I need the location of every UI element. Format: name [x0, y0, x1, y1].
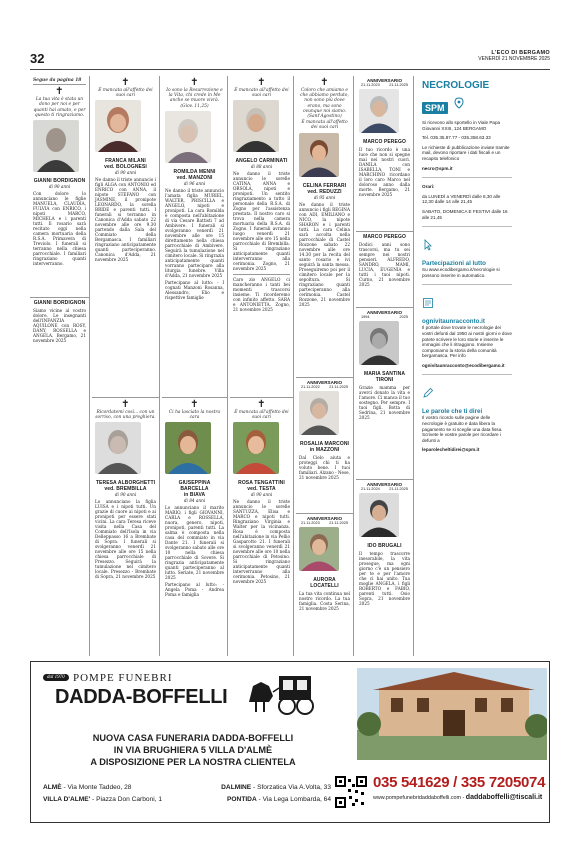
- cross-icon: ✝: [121, 399, 130, 410]
- portrait-photo: [299, 391, 339, 435]
- quote: La tua vita è stata un dono per noi e per quanti hai amato, e per questo ti ringraziamo.: [33, 97, 86, 118]
- established-badge: dal 1970: [43, 674, 69, 681]
- deceased-name: MARCO PEREGO: [363, 139, 406, 145]
- pen-icon: [422, 387, 434, 399]
- deceased-name: GIUSEPPINA BARCELLA: [178, 480, 211, 493]
- deceased-name: MARIA SANTINA: [363, 371, 406, 377]
- intro-text: È mancata all'affetto dei suoi cari: [234, 410, 289, 421]
- condolence-text: Caro zio ANGELO ci mancheranno i tanti bei momenti trascorsi insieme. Ti ricorderemo con infinito affetto. SARA e ANTONIETTA. Zogno, 21 novembre 2025: [233, 274, 290, 312]
- portal-email-link[interactable]: ognivitaunracconto@ecodibergamo.it: [422, 362, 505, 368]
- portrait-photo: [359, 321, 399, 365]
- anniversary-label: ANNIVERSARIO: [306, 516, 343, 521]
- location-alme: [43, 782, 131, 794]
- portrait-photo: [165, 111, 211, 163]
- deceased-name: GIANNI BORDIGNON: [33, 300, 86, 306]
- obituary-text: Ne danno il triste annuncio i figli REGINA con ADI, EMILIANO e NICO, la nipote SHARON e i parenti tutti. La cara Celina sarà accolta nella parrocchiale di Castel Rozzone sabato 22 novembre alle ore 14.30 per la recita del santo rosario e ivi seguirà la santa messa. Proseguiremo poi per il cimitero locale per la sepoltura. Si ringraziano quanti parteciperanno alla cerimonia. Castel Rozzone, 21 novembre 2025: [299, 201, 350, 307]
- quote: Ricordatemi così... con un sorriso, con una preghiera.: [95, 410, 156, 421]
- deceased-age: di 88 anni: [250, 164, 273, 170]
- portrait-photo: [359, 493, 399, 537]
- paper-masthead: [478, 50, 550, 62]
- headline-line-2: IN VIA BRUGHIERA 5 VILLA D'ALMÈ: [113, 745, 273, 755]
- obituary-text: Ne danno il triste annuncio le sorelle CATINA, ANNA e ORSOLA, nipoti e pronipoti. Un sentito ringraziamento a tutto il personale della R.S.A. di Zogno per l'assistenza prestata. Il nostro caro si trova nella camera mortuaria della R.S.A. di Zogno. I funerali avranno luogo venerdì 21 novembre alle ore 15 nella parrocchiale di Brembilla. Si ringraziano anticipatamente quanti interverranno alla cerimonia. Zogno, 21 novembre 2025: [233, 171, 290, 272]
- anniversary-text: La tua vita continua nel nostro ricordo. La tua famiglia. Costa Serina, 21 novembre 2025: [299, 591, 350, 611]
- words-email-link[interactable]: leparolecheltidirei@spm.it: [422, 447, 480, 453]
- deceased-age: di 90 anni: [48, 184, 71, 190]
- portal-heading-link[interactable]: ognivitaunracconto.it: [422, 318, 485, 326]
- location-icon: [453, 97, 465, 109]
- continued-note: Segue da pagina 18: [33, 78, 86, 85]
- office-phone: Tel. 035.35.87.77 - 035.358.63.33: [422, 135, 491, 141]
- cross-icon: ✝: [121, 77, 130, 88]
- obituary-menni: [162, 76, 227, 398]
- deceased-name-married: ved. MANZONI: [176, 174, 213, 181]
- anniversary-locatelli: [296, 514, 353, 656]
- paper-name: L'ECO DI BERGAMO: [491, 50, 550, 56]
- date-start: 21.11.2024: [361, 487, 380, 491]
- page-header: [30, 50, 550, 70]
- brand-name: DADDA-BOFFELLI: [55, 686, 228, 708]
- location-town: ALMÈ: [43, 784, 62, 791]
- paper-date: VENERDÌ 21 NOVEMBRE 2025: [478, 56, 550, 62]
- anniversary-brugali: [356, 480, 413, 656]
- location-town: VILLA D'ALME': [43, 796, 91, 803]
- remembrance-text: Dodici anni sono trascorsi, ma tu sei sempre nei nostri pensieri. ALFREDO, SANDRO, MAMI, LUCIA, EUGENIA e tutti i tuoi nipoti. Curno, 21 novembre 2025: [359, 242, 410, 287]
- headline-line-3: A DISPOSIZIONE PER LA NOSTRA CLIENTELA: [90, 757, 296, 767]
- column-4: [230, 76, 294, 656]
- deceased-name: IDO BRUGALI: [367, 543, 402, 549]
- anniversary-dates: [359, 315, 410, 319]
- condolence-text: Siamo vicine al vostro dolore. Le insegnanti dell'INFANZIA AQUILONE con ROSY, DANY, ROSSELLA e ANGELA. Bergamo, 21 novembre 2025: [33, 308, 86, 343]
- column-2: [92, 76, 160, 656]
- advert-headline: [43, 732, 343, 768]
- anniversary-marconi: [296, 378, 353, 514]
- deceased-age: di 84 anni: [183, 498, 206, 504]
- deceased-name-married: ved. REDUZZI: [307, 188, 342, 195]
- obituary-barcella: [162, 398, 227, 656]
- deceased-age: di 96 anni: [183, 180, 206, 186]
- email-link[interactable]: daddaboffelli@tiscali.it: [465, 794, 543, 801]
- necrology-info-sidebar: [416, 76, 512, 656]
- weekend-hours: SABATO, DOMENICA E FESTIVI dalle 16 alle 21,45: [422, 208, 508, 220]
- obituary-tengattini: [230, 398, 293, 656]
- words-heading: Le parole che ti direi: [422, 408, 483, 416]
- participants-text: Partecipano al lutto: - I cognati Manzoni Rosanna, Alessandro, Elio e rispettive famiglie: [165, 279, 224, 300]
- deceased-name: ROSA TENGATTINI: [238, 480, 285, 487]
- branch-locations: [43, 782, 331, 806]
- date-end: 21.11.2025: [389, 83, 408, 87]
- intro-text: È mancata all'affetto dei suoi cari: [301, 120, 348, 131]
- obituary-carminati: [230, 76, 293, 398]
- anniversary-text: Il tuo ricordo è una luce che non si spegne mai nei nostri cuori. DANILA con ISABELLA, TONI e MARCHINO ricordano il loro caro Marco nel doloroso anno dalla morte. Bergamo, 21 novembre 2025: [359, 147, 410, 197]
- date-end: 21.11.2025: [389, 487, 408, 491]
- hours-label: Orari:: [422, 184, 435, 190]
- obituary-text: Con dolore lo annunciano le figlie MANUELA, CLAUDIA, FULVIA con ENRICO, i nipoti MARCO, MICHELA e i parenti tutti. Il rosario sarà recitato oggi nella camera mortuaria della R.S.A. Primavera di Treviolo. I funerali si terranno nella chiesa parrocchiale. I familiari ringraziano quanti interverranno.: [33, 191, 86, 267]
- sidebar-title: NECROLOGIE: [422, 80, 490, 91]
- deceased-name: AURORA LOCATELLI: [310, 577, 339, 589]
- portrait-photo: [95, 422, 141, 474]
- deceased-name-married: in MAZZONI: [309, 447, 340, 453]
- anniversary-dates: [359, 487, 410, 491]
- headline-line-1: NUOVA CASA FUNERARIA DADDA-BOFFELLI: [92, 733, 294, 743]
- anniversary-dates: [299, 385, 350, 389]
- portrait-photo: [359, 89, 399, 133]
- anniversary-text: Grazie mamma per averci donato la vita e l'amore. Ci manca il tuo sostegno. Per sempre. I tuoi figli. Botta di Sedrina, 21 novembre 2025: [359, 385, 410, 420]
- cross-icon: ✝: [257, 77, 266, 88]
- deceased-name: TERESA ALBORGHETTI: [95, 480, 156, 487]
- location-address: - Piazza Don Carboni, 1: [90, 796, 163, 803]
- intro-text: È mancato all'affetto dei suoi cari: [234, 88, 289, 99]
- funeral-home-advert: [30, 661, 550, 823]
- location-town: PONTIDA: [227, 796, 257, 803]
- obituary-bordignon: [30, 76, 89, 298]
- portrait-photo: [299, 527, 339, 571]
- brand-logo: [43, 670, 233, 710]
- column-3: [162, 76, 228, 656]
- anniversary-label: ANNIVERSARIO: [366, 482, 403, 487]
- date-start: 21.11.2022: [301, 385, 320, 389]
- portal-text: Il portale dove trovate le necrologie dei vostri defunti dal 1950 ai nostri giorni e dove potete scrivere le loro storie e inserire le immagini che li ritraggono. Insieme componiamo la storia della comunità bergamasca. Per info: [422, 325, 512, 359]
- anniversary-dates: [359, 83, 410, 87]
- date-end: 21.11.2025: [329, 385, 348, 389]
- deceased-age: di 90 anni: [114, 170, 137, 176]
- email-instructions: Le richieste di pubblicazione inviate tramite mail, devono riportare i dati fiscali e un recapito telefonico: [422, 144, 510, 161]
- cross-icon: ✝: [320, 77, 329, 88]
- portrait-photo: [233, 100, 279, 152]
- divider: [422, 284, 512, 285]
- necro-email-link[interactable]: necro@spm.it: [422, 165, 453, 171]
- anniversary-perego: [356, 76, 413, 232]
- book-icon: [422, 297, 434, 309]
- deceased-name-married: ved. BREMBILLA: [104, 486, 147, 493]
- quote: Coloro che amiamo e che abbiamo perduto, non sono più dove erano, ma sono ovunque noi siamo. (Sant'Agostino): [300, 88, 349, 120]
- obituary-ferrari: [296, 76, 353, 378]
- qr-code-icon[interactable]: [335, 776, 367, 808]
- anniversary-label: ANNIVERSARIO: [306, 380, 343, 385]
- web-contacts: www.pompefunebridaddaboffelli.com - daddaboffelli@tiscali.it: [373, 794, 543, 801]
- participants-text: Partecipano al lutto: - Angela Poma - Andrea Poma e famiglia: [165, 582, 224, 598]
- horse-carriage-icon: [243, 666, 323, 718]
- cursor-icon: [422, 239, 434, 251]
- obituary-text: Ne danno il triste annuncio le sorelle SANTUZZA, Elisa e MARCO e nipoti tutti. Ringraziano Virginia e Walter per la vicinanza. Rosa è composta nell'abitazione in via Pellio Gasparotto 21. I funerali si svolgeranno venerdì 21 novembre alle ore 10 nella parrocchiale di Petosino. Si ringraziano anticipatamente quanti interverranno alla cerimonia. Petosino, 21 novembre 2025: [233, 499, 290, 585]
- deceased-age: di 90 anni: [250, 492, 273, 498]
- participation-heading: Partecipazioni al lutto: [422, 260, 486, 268]
- weekday-hours: da LUNEDÌ a VENERDÌ dalle 8,30 alle 12,30 dalle 14 alle 21,45: [422, 193, 501, 205]
- divider: [422, 226, 512, 227]
- condolence-bordignon: [30, 298, 89, 418]
- location-address: - Sforzatica Via A.Volta, 33: [251, 784, 331, 791]
- deceased-name: ROMILDA MENNI: [173, 168, 216, 175]
- date-end: 2025: [399, 315, 408, 319]
- column-6: [356, 76, 414, 656]
- words-text: Il vostro ricordo sulle pagine delle necrologie è gratuito e data libera la pagamento se si sceglie una data fissa. Scrivete le vostre parole per ricordare i defunti a: [422, 415, 503, 443]
- deceased-name: CELINA FERRARI: [302, 182, 347, 189]
- remembrance-perego: [356, 232, 413, 308]
- location-pontida: [227, 794, 331, 806]
- funeral-house-photo: [357, 668, 547, 760]
- location-address: - Via Lega Lombarda, 64: [256, 796, 331, 803]
- participation-text: Su www.ecodibergamo.it/necrologie si possono inserire in automatico.: [422, 267, 500, 278]
- phone-numbers[interactable]: 035 541629 / 335 7205074: [373, 774, 546, 791]
- deceased-age: di 95 anni: [313, 194, 336, 200]
- intro-text: Ci ha lasciato la nostra cara: [168, 410, 221, 421]
- obituary-alborghetti: [92, 398, 159, 656]
- deceased-age: di 90 anni: [114, 492, 137, 498]
- date-start: 21.11.2023: [361, 83, 380, 87]
- divider: [422, 374, 512, 375]
- deceased-name: ANGELO CARMINATI: [235, 158, 288, 165]
- deceased-name-married: ved. TESTA: [247, 486, 276, 493]
- portrait-photo: [299, 133, 339, 177]
- cross-icon: ✝: [190, 399, 199, 410]
- obituary-text: Ne danno il triste annuncio l'amata figlia MURIEL, WALTER, PRISCILLA e ANGELO, nipoti e pronipoti. La cara Romilda è composta nell'abitazione di via Cesare Battisti 7 ad Ambivere. I funerali si svolgeranno venerdì 21 novembre alle ore 15 direttamente nella chiesa parrocchiale di Ambivere. Seguirà la tumulazione nel cimitero locale. Si ringrazia anticipatamente quanti vorranno partecipare alla liturgia funebre. Villa d'Adda, 21 novembre 2025: [165, 187, 224, 278]
- portrait-photo: [33, 120, 79, 172]
- location-dalmine: [221, 782, 331, 794]
- obituary-text: Lo annunciano il marito MARIO, i figli GIOVANNI, CARLA e ROSSELLA, nuora, genero, nipoti, pronipoti, parenti tutti. La salma è composta nella casa del commiato in via Dante 21. I funerali si svolgeranno sabato alle ore 10 nella chiesa parrocchiale di Sovere. Si ringrazia anticipatamente quanti parteciperanno al lutto. Seriate, 21 novembre 2025: [165, 505, 224, 581]
- obituary-milani: [92, 76, 159, 398]
- website-link[interactable]: www.pompefunebridaddaboffelli.com: [373, 795, 461, 801]
- page-number: 32: [30, 51, 45, 66]
- deceased-name-2: TIRONI: [375, 377, 394, 383]
- anniversary-text: Il tempo trascorre inesorabile, la vita prosegue, ma ogni giorno c'è un pensiero per te e per l'amore che ci hai unito. Tua moglie ANGELA, i figli ROBERTO e FABIO, parenti tutti. Osio Sopra, 21 novembre 2025: [359, 551, 410, 606]
- cross-icon: ✝: [190, 77, 199, 88]
- cross-icon: ✝: [257, 399, 266, 410]
- deceased-name: GIANNI BORDIGNON: [33, 178, 86, 185]
- date-end: 21.11.2025: [329, 521, 348, 525]
- deceased-name: MARCO PEREGO: [363, 234, 406, 240]
- location-town: DALMINE: [221, 784, 252, 791]
- obituary-text: Ne danno il triste annuncio i figli ALGA con ANTONIO ed ENRICO con ANNA, il nipote STEFANO con JASMINE, il pronipote LEONARDO, la sorella BRIDE e parenti tutti. I funerali si terranno in Canonica d'Adda sabato 22 novembre alle ore 9.30 partendo dalla Sala del Commiato della Bergamasca. I familiari ringraziano anticipatamente quanti parteciperanno. Canonica d'Adda, 21 novembre 2025: [95, 177, 156, 263]
- portrait-photo: [165, 422, 211, 474]
- location-villa-dalme: [43, 794, 162, 806]
- anniversary-tironi: [356, 308, 413, 480]
- portrait-photo: [233, 422, 279, 474]
- portrait-photo: [95, 100, 141, 152]
- deceased-name: FRANCA MILANI: [105, 158, 146, 165]
- intro-text: È mancata all'affetto dei suoi cari: [98, 88, 153, 99]
- deceased-name: ROSALIA MARCONI: [299, 441, 350, 447]
- location-address: - Via Monte Taddeo, 28: [61, 784, 132, 791]
- anniversary-label: ANNIVERSARIO: [366, 78, 403, 83]
- quote: Io sono la Resurrezione e la Vita, chi crede in Me anche se muore vivrà. (Giov. 11,25): [166, 88, 223, 109]
- anniversary-text: Dal Cielo aiuta e proteggi chi ti ha voluto bene. I tuoi familiari. Alzano - Nese, 21 novembre 2025: [299, 455, 350, 480]
- anniversary-label: ANNIVERSARIO: [366, 310, 403, 315]
- anniversary-dates: [299, 521, 350, 525]
- date-start: 21.11.2023: [301, 521, 320, 525]
- deceased-name-married: in BIAVA: [183, 492, 206, 499]
- spm-logo: SPM: [422, 102, 448, 114]
- deceased-name-married: ved. BOLOGNESI: [104, 164, 147, 171]
- column-5: [296, 76, 354, 656]
- divider: [422, 177, 512, 178]
- column-1: [30, 76, 90, 656]
- obituary-text: Lo annunciano la figlia LUISA e i nipoti tutti. Un grazie di cuore ai nipoti e ai pronipoti per essere stati vicini. La cara Teresa riceve visita nella Casa del Commiato dell'Isola in via Delleppasso 16 a Brembate di Sopra. I funerali si svolgeranno venerdì 21 novembre alle ore 15 nella chiesa parrocchiale di Presezzo. Seguirà la tumulazione nel cimitero locale. Presezzo - Brembate di Sopra, 21 novembre 2025: [95, 499, 156, 580]
- date-start: 1994: [361, 315, 370, 319]
- brand-subtitle: POMPE FUNEBRI: [73, 672, 173, 684]
- office-address: Si ricevono allo sportello in Viale Papa Giovanni XXIII, 124 BERGAMO: [422, 120, 501, 131]
- cross-icon: ✝: [55, 86, 64, 98]
